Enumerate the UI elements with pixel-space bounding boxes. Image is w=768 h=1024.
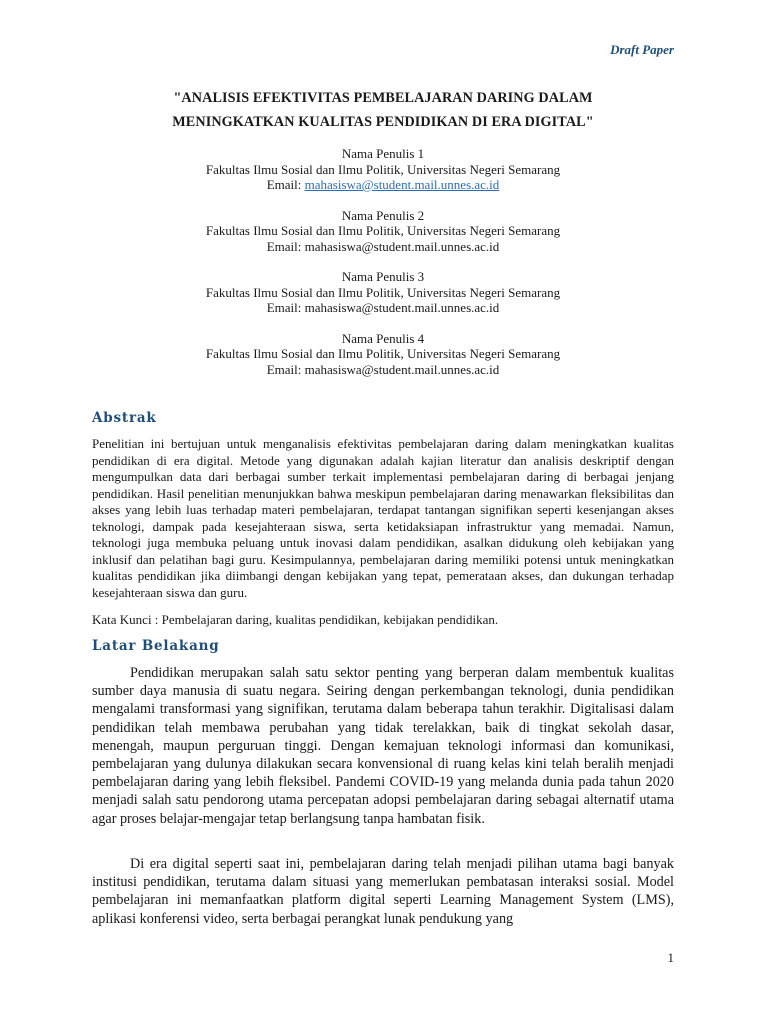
title-line-1: "ANALISIS EFEKTIVITAS PEMBELAJARAN DARING DALAM [173,90,593,106]
title-line-2: MENINGKATKAN KUALITAS PENDIDIKAN DI ERA DIGITAL" [172,114,594,130]
author-name: Nama Penulis 3 [341,269,425,284]
author-email-link[interactable]: mahasiswa@student.mail.unnes.ac.id [304,177,500,192]
paper-page [92,0,674,1024]
author-email-line [92,300,674,316]
author-block [92,331,674,378]
background-paragraph-2: Di era digital seperti saat ini, pembelajaran daring telah menjadi pilihan utama bagi banyak institusi pendidikan, terutama dalam situasi yang memerlukan pembatasan interaksi sosial. Model pembelajaran ini memanfaatkan platform digital seperti Learning Management System (LMS), aplikasi konferensi video, serta berbagai perangkat lunak pendukung yang [92,856,674,927]
author-name: Nama Penulis 2 [341,207,425,223]
author-email-line [92,362,674,378]
author-email-line [92,239,674,255]
author-email-line [92,177,674,193]
author-affiliation: Fakultas Ilmu Sosial dan Ilmu Politik, Universitas Negeri Semarang [205,223,561,238]
author-email: mahasiswa@student.mail.unnes.ac.id [304,238,500,254]
background-heading: Latar Belakang [92,638,220,654]
author-name: Nama Penulis 1 [341,146,425,161]
author-list [92,146,674,392]
abstract-body: Penelitian ini bertujuan untuk menganalisis efektivitas pembelajaran daring dalam meningkatkan kualitas pendidikan di era digital. Metode yang digunakan adalah kajian literatur dan analisis deskriptif dengan mengumpulkan data dari berbagai sumber terkait implementasi pembelajaran daring di berbagai jenjang pendidikan. Hasil penelitian menunjukkan bahwa meskipun pembelajaran daring menawarkan fleksibilitas dan akses yang lebih luas terhadap materi pembelajaran, terdapat tantangan signifikan seperti kesenjangan akses teknologi, dampak pada kesejahteraan siswa, serta ketidaksiapan infrastruktur yang memadai. Namun, teknologi juga membuka peluang untuk inovasi dalam pendidikan, asalkan didukung oleh kebijakan yang inklusif dan pelatihan bagi guru. Kesimpulannya, pembelajaran daring memiliki potensi untuk meningkatkan kualitas pendidikan jika diimbangi dengan kebijakan yang tepat, pemerataan akses, dan dukungan terhadap kesejahteraan siswa dan guru. [92,436,674,600]
author-affiliation: Fakultas Ilmu Sosial dan Ilmu Politik, Universitas Negeri Semarang [205,346,561,361]
author-email: mahasiswa@student.mail.unnes.ac.id [304,361,500,377]
draft-paper-label: Draft Paper [610,42,674,57]
author-affiliation: Fakultas Ilmu Sosial dan Ilmu Politik, Universitas Negeri Semarang [205,284,561,300]
author-name: Nama Penulis 4 [341,330,425,346]
keywords: Kata Kunci : Pembelajaran daring, kualitas pendidikan, kebijakan pendidikan. [92,612,499,627]
email-label: Email: [266,177,305,192]
paper-title [92,86,674,134]
author-email: mahasiswa@student.mail.unnes.ac.id [304,300,500,315]
background-paragraph-1: Pendidikan merupakan salah satu sektor penting yang berperan dalam membentuk kualitas sumber daya manusia di suatu negara. Seiring dengan perkembangan teknologi, dunia pendidikan mengalami transformasi yang signifikan, terutama dalam beberapa tahun terakhir. Digitalisasi dalam pendidikan telah membawa perubahan yang tidak terelakkan, baik di tingkat sekolah dasar, menengah, maupun perguruan tinggi. Dengan kemajuan teknologi informasi dan komunikasi, pembelajaran yang dulunya dilakukan secara konvensional di ruang kelas kini telah beralih menjadi pembelajaran daring yang lebih fleksibel. Pandemi COVID-19 yang melanda dunia pada tahun 2020 menjadi salah satu pendorong utama percepatan adopsi pembelajaran daring sebagai alternatif utama agar proses belajar-mengajar tetap berlangsung tanpa hambatan fisik. [92,665,674,827]
email-label: Email: [266,238,305,254]
author-affiliation: Fakultas Ilmu Sosial dan Ilmu Politik, Universitas Negeri Semarang [205,161,561,177]
abstract-heading: Abstrak [92,410,157,426]
email-label: Email: [266,361,305,377]
author-block [92,146,674,193]
author-block [92,269,674,316]
author-block [92,208,674,255]
email-label: Email: [266,300,305,315]
page-number: 1 [667,950,674,965]
